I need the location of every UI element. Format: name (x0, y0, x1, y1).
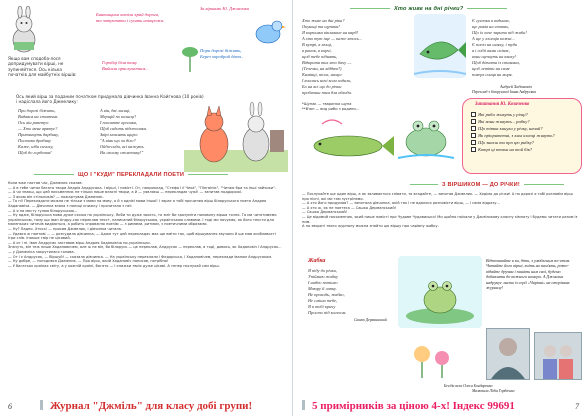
poem-left-column: При дорозі біжить, Видався на стовпчик. Ось він рапетух: — Хто мене врятує? Притягнуть дарбину, Постави драбину Каже, ніби сичиху, Щоб до горбочка! (18, 108, 59, 155)
river-poem-credit-translator: Переклад з білоруської Івана Андрусяка (472, 90, 537, 94)
checkbox-icon[interactable] (471, 147, 476, 152)
river-poem-credit-author: Андрей Хадановіч (500, 84, 532, 89)
page-number-right: 7 (575, 402, 579, 411)
question-item[interactable]: Які вони живуть... рибку? (471, 118, 555, 125)
bird-illustration (250, 16, 286, 46)
bottom-caption-1: Бесіди вела Олеся Бондаренко (444, 384, 493, 388)
poem3-title: Жабка (308, 258, 326, 264)
pike-illustration (302, 112, 394, 172)
checkbox-icon[interactable] (471, 126, 476, 131)
cursive-prompt-2: Пори дорозі біжить, Берез хоробрий дівоч.. (200, 48, 244, 59)
left-page (0, 0, 293, 416)
frog-lily-illustration (398, 256, 482, 328)
poem3-credit: Сашко Дерманський (354, 318, 387, 322)
poem3-text: Я піду до річки, Упіймаю жабку І надію потіихо Маюру її лапку. Не проходь, жабко, Не сміши тебе, Я в тобі кричу Просто під колесом. (308, 268, 347, 315)
right-page (294, 0, 587, 416)
author-photo (486, 328, 530, 380)
intro-text: Якщо вам сподоба-лося допридумувати вірші, не зупиняйтеся. Ось кілька початків для майбутніх віршів: (8, 56, 77, 78)
rabbit-illustration (6, 6, 42, 54)
question-item[interactable]: Які риби живуть у річці? (471, 111, 555, 118)
cursive-prompt-3: Горобці біля тину Вийшли прислухатися... (102, 60, 149, 71)
section-heading-translation: ЩО І "КУДИ" ПЕРЕКЛАДАЛИ ПОЕТИ (30, 172, 232, 178)
bottom-caption-2: Малювала Лідія Гордієнко (472, 389, 515, 393)
question-item[interactable]: Котрі ці птахи на той бік? (471, 146, 555, 153)
small-caption: *Щупак — тваринка щупа **В'юн — вид риби з родини... (302, 102, 360, 111)
children-photo (534, 332, 582, 380)
checkbox-icon[interactable] (471, 119, 476, 124)
questions-heading: Запитання Ю. Козаченко (475, 102, 530, 107)
plant-illustration (180, 44, 200, 72)
fox-hare-illustration (184, 100, 288, 172)
footer-left: Журнал "Джміль" для класу добі групи! (50, 400, 253, 412)
section-heading-to-river: З ВІРШИКОМ — ДО РІЧКИ! (406, 182, 568, 188)
fish-illustration (414, 14, 466, 78)
right-vertical-credit-bar (302, 400, 305, 410)
checkbox-icon[interactable] (471, 140, 476, 145)
cursive-prompt-1: Бантащиха хотіла край дороги, та затуптати і сушть нокорожи. (96, 12, 165, 23)
right-note: Відпочивайте в ви, діти, з улюбленим по-етом. Читайте його вірші, вчіть на пам'ять, розпо-відайте друзям і пишіть нам свої, будемо добавляти до кожного номера. А Джмелик надрукує листи із серії «Чарівні» на сторінках журналу! (486, 258, 571, 291)
river-poem-2: Є гусачка в водинах, ще раків на ставах, Що їх хоче зарити під жаби! А ще у хлопців кожні... Є попіл на шляху, і туди я і собіі вами співає, вони щезнуть на кваху! Щоб дівчата із ставами, щоб летіти на саме поверх сонця на моря. (472, 18, 527, 77)
signature-top: За віршами Ю. Джмелика (200, 6, 249, 11)
left-vertical-credit-bar (40, 400, 43, 410)
story-intro: Ось який вірш за поданим початком придумала дівчинка Іванна Кайгнова (10 років) і надіслала його Джмелику: (16, 94, 204, 105)
left-body-text: Коли вже настав час, Джмелик сказав: — А в тебе читає багато твори Андрія Андрусяка. І вірші, і повісті. От, наприклад, "Стефа і її Чеха", "Пінгвінік", "Читаю 6ра та Інші зайчики". — А чи знаєш, що цей письменник не тільки пише власні твори, а й — уявляєш — перекладає чужі! — запитав поддорожі. — З якою він стільників? — пожартував Джмелик. — Та ні! Перекладати можна не тільки з мови на мову, а й з однієї мови іншої! І зараз я тобі прочитаю вірш білоруського поета Андрея Хадановіча. — Дівчинка взяла з полиці книжку і прочитала з неї: — А я на мосту гулаю білоруською... — Ну адже, білоруська мова дуже схожа на українську. Якби ти дуже захоть, то зміг би зрозуміти половину вірша точно. Та ми читатимемо українською, тому що Іван Андру-сяк переклав текст, написаний білоруською, українською словами. І тоді ми почуємо, як його тексти для маленьких читачів видаються, а робить справжню поезію — з римами, ритмом, з поетичними образами. — Ну? Ладно. Хтось! — просив Джмелик, і дівчинка читала. — Удався ж поетові ... — розсудила дівчинка, — Адже тут цей перекладач має ще вміти так, щоб віршування звучали й ще мав особливості ігри слів. Інакше твір не цікавий. — А от і ні. Іван Андрусяк заставив вірш Андрея Хадановіча по-українськи. Значуть, він теж пише Хадановичем, але ж не він, бо білорусь — це переклав, Андрусяк — переклав, а тоді, дивись, як Хадановіч і Андрусяк... — у Джмеліка закрутилася голова. — От і є Андрусяк, — Віршуй! — сказала дівчинка. — На українську переклали і Федорська, і Хадановічем, переклади Іваном Андрусяком. — Ну добре, — погодився Джмелик. — Про вірш, який Хадановіч написав, потрібно! — У багатьох країнах світу, а у кожній країні, багато — і книжки твоїх дуже цікаві. А тепер послухай сам вірш. (8, 181, 282, 268)
poem-right-column: А він, дві лисиці, Мерщій по колисці! І похлипте кролика, Щоб сидить підстолика. Звірі мовлять щиро: "А ніяк що за діло? Ойди-сиди, всі кажуть. На своєму стовпчику!" (100, 108, 148, 155)
river-poem-1: Хто живе на дні ріки? Окуньці та щупаки! Я корюшка віклаване на карб! А хто тут іще — каже хтось... В вутрі, в лющі, в ранок, в корчі, щоб тебе піднять, Відкрити тих хто бачу — (Течечко, на віддачі!) Камінці, пісок, намул І вчилась ночі коли ходили, Бо на всі що до річки пробачиш тим для обходи. (302, 18, 362, 95)
questions-box (462, 98, 582, 174)
checkbox-icon[interactable] (471, 133, 476, 138)
question-item[interactable]: Що знаєш ти про цю рибку? (471, 139, 555, 146)
flower-illustration (402, 334, 462, 378)
questions-list (471, 111, 555, 153)
mid-text: — Послухайте ще один вірш, а як заливається співати, то вгадайте, — запитав Джмелик. — Ходімо до річки! А по дорозі я тобі розповім вірш про пісні, які ми там зустрінемо. — А хто його придумав? — запитала дівчинка, якій так і не вдалося розповісти вірш, — і сама відразу... — А хто ж, як не поетеса — Сашко Дерманський! — Сашко Дерманський! — Це відомий письменник, який пише повісті про Чудове Чудовисько! Ми щойно поїхали у Джміликову класну кімнату і будемо читати разом із ним. А на звороті твого журналу можна знайти цю віршу про чарівну жабку. (302, 192, 578, 229)
question-item[interactable]: Як пріоритетні, з ким хлопці живуть? (471, 132, 555, 139)
page-number-left: 6 (8, 402, 12, 411)
question-item[interactable]: Що тітка кинула у річку, начай? (471, 125, 555, 132)
checkbox-icon[interactable] (471, 112, 476, 117)
footer-right: 5 примірників за ціною 4-х! Індекс 99691 (312, 400, 515, 412)
frog-illustration (394, 96, 458, 166)
section-heading-river: Хто живе на дні річки? (346, 6, 511, 12)
